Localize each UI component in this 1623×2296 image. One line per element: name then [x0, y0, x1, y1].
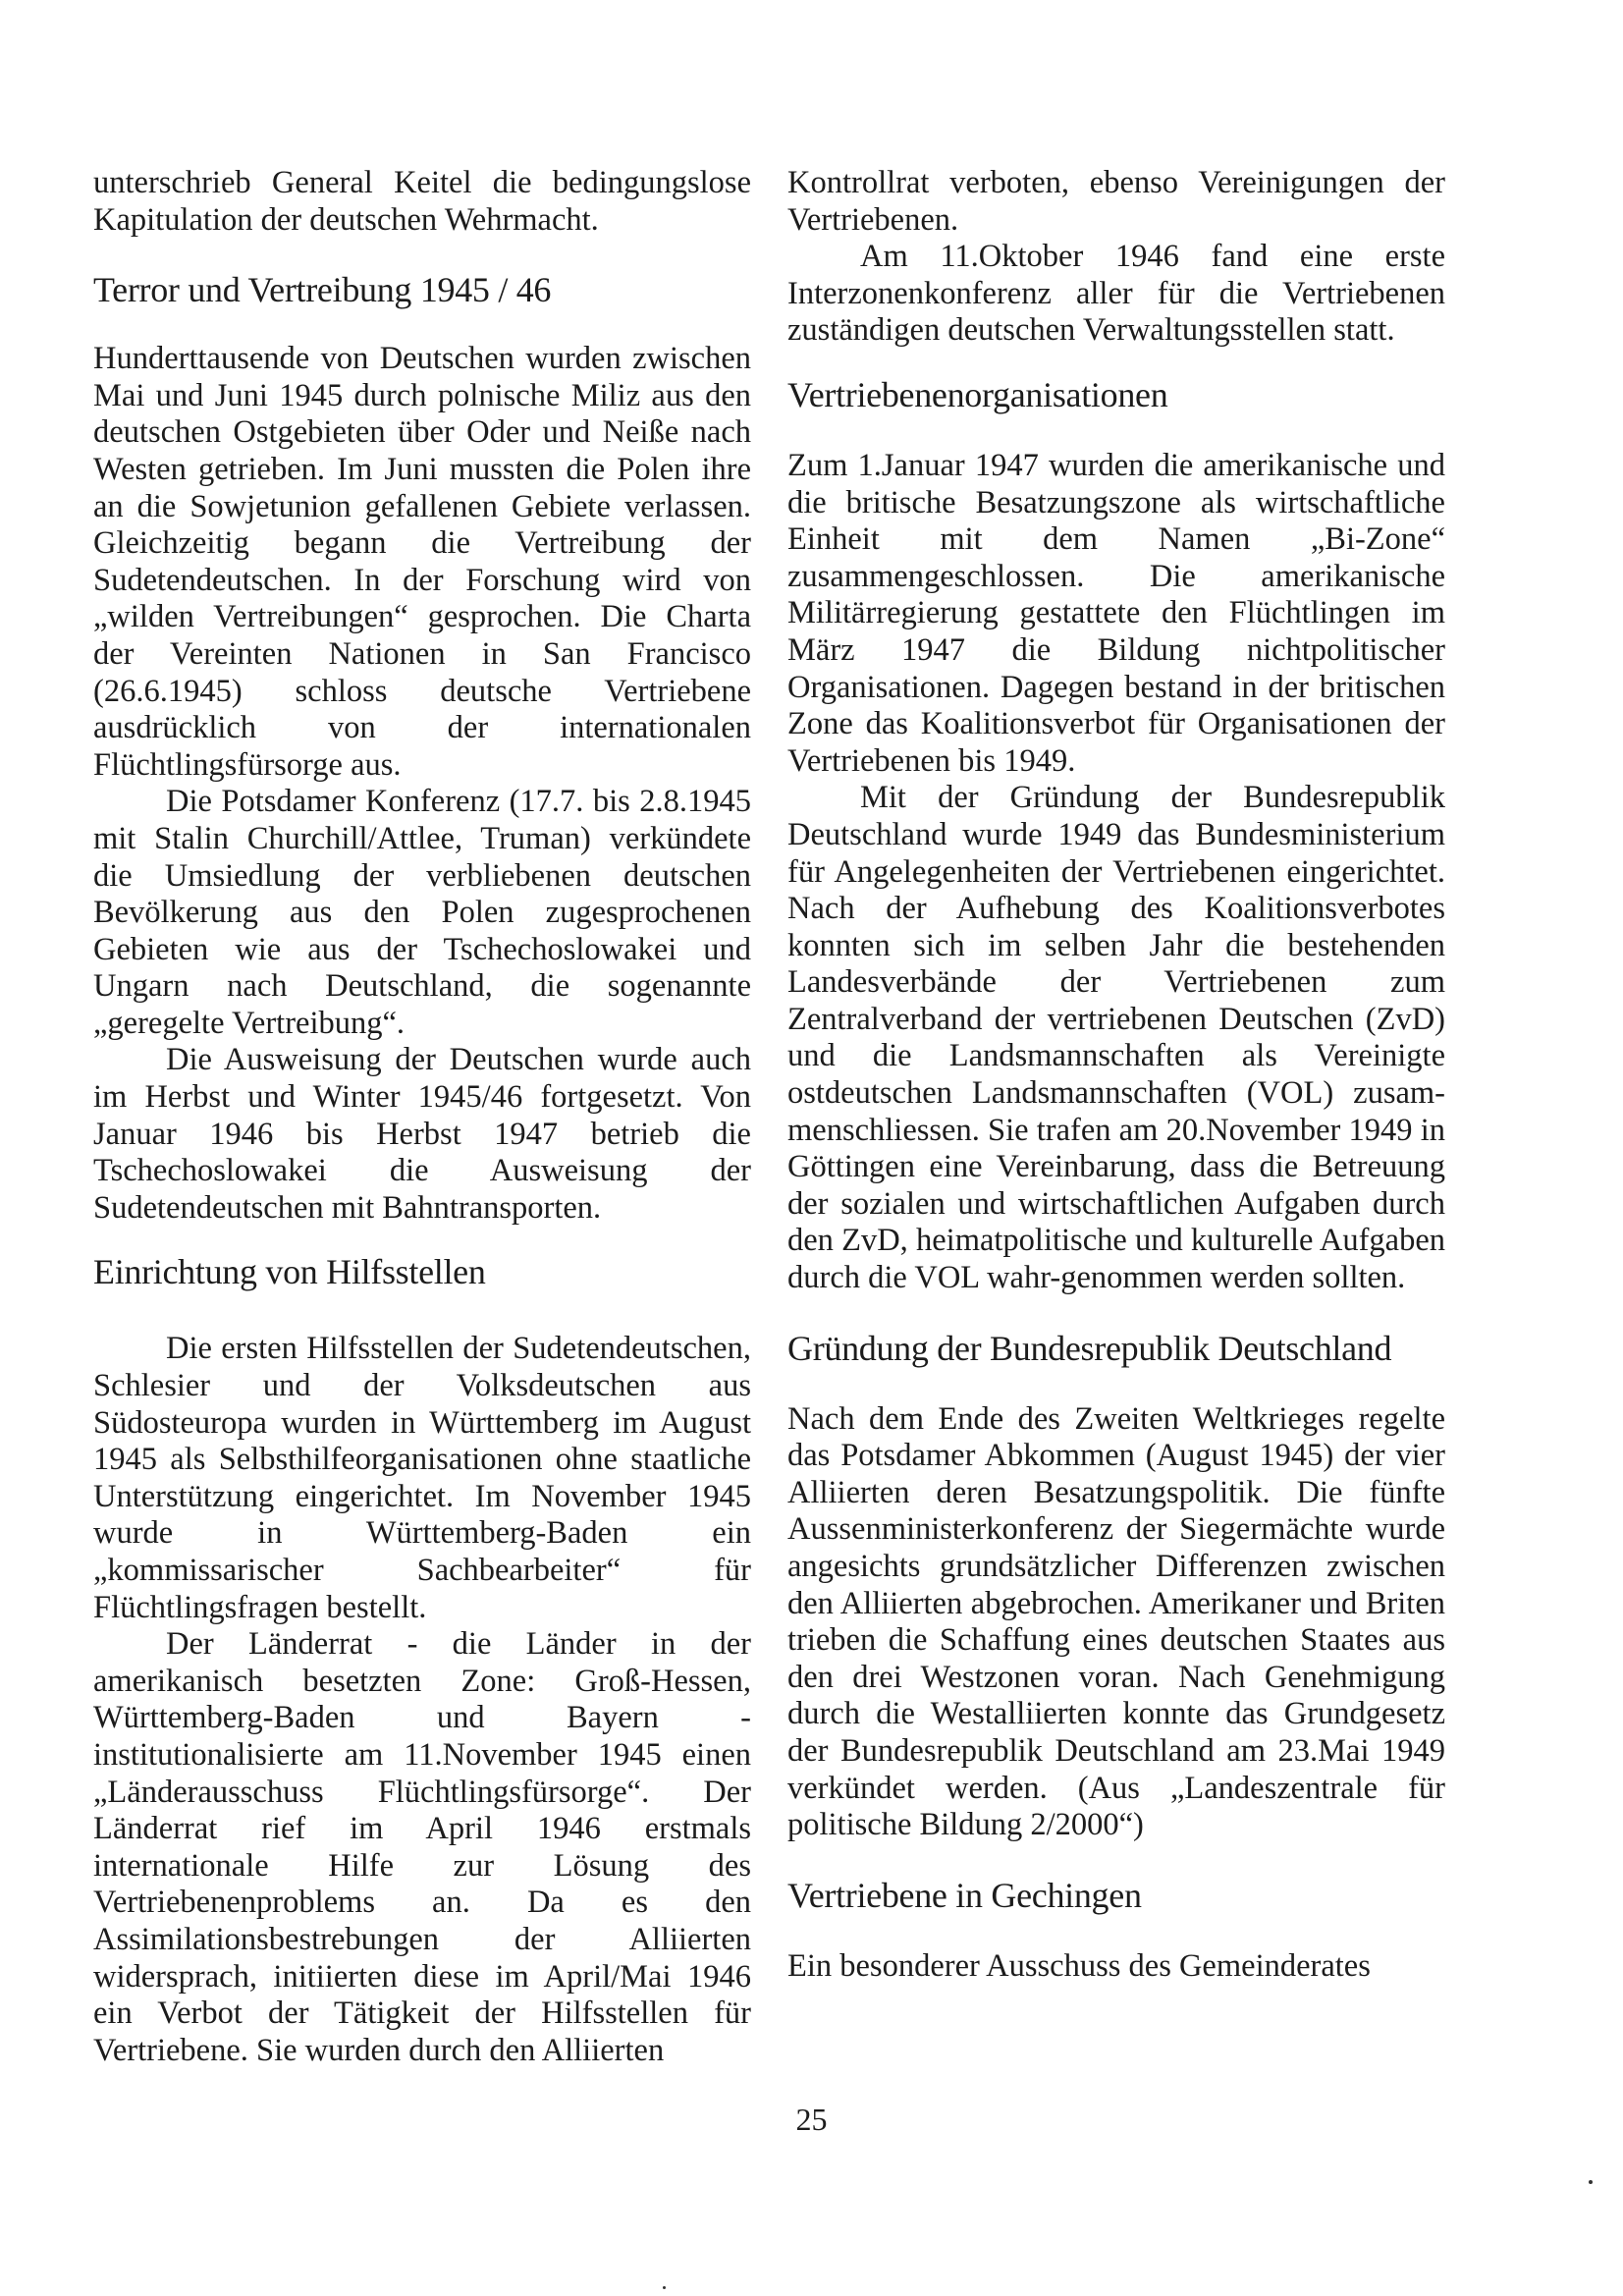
- right-column: [787, 165, 1445, 1985]
- paragraph-interzonenkonferenz: Am 11.Oktober 1946 fand eine erste Interzonenkonferenz aller für die Vertriebenen zuständigen deutschen Verwaltungsstellen statt.: [787, 239, 1445, 349]
- heading-einrichtung-von-hilfsstellen: Einrichtung von Hilfsstellen: [93, 1252, 486, 1292]
- paragraph-hilfsstellen-2: Der Länderrat - die Länder in der amerikanisch besetzten Zone: Groß-Hessen, Württemberg-Baden und Bayern - institutionalisierte am 11.November 1945 einen „Länderausschuss Flüchtlingsfürsorge“. Der Länderrat rief im April 1946 erstmals internationale Hilfe zur Lösung des Vertriebenenproblems an. Da es den Assimilationsbestrebungen der Alliierten widersprach, initiierten diese im April/Mai 1946 ein Verbot der Tätigkeit der Hilfsstellen für Vertriebene. Sie wurden durch den Alliierten: [93, 1626, 751, 2068]
- paragraph-organisationen-2: Mit der Gründung der Bundesrepublik Deutschland wurde 1949 das Bundesministerium für Angelegenheiten der Vertriebenen eingerichtet. Nach der Aufhebung des Koalitionsverbotes konnten sich im selben Jahr die bestehenden Landesverbände der Vertriebenen zum Zentralverband der vertriebenen Deutschen (ZvD) und die Landsmannschaften als Vereinigte ostdeutschen Landsmannschaften (VOL) zusam-menschliessen. Sie trafen am 20.November 1949 in Göttingen eine Vereinbarung, dass die Betreuung der sozialen und wirtschaftlichen Aufgaben durch den ZvD, heimatpolitische und kulturelle Aufgaben durch die VOL wahr-genommen werden sollten.: [787, 780, 1445, 1296]
- paragraph-terror-1: Hunderttausende von Deutschen wurden zwischen Mai und Juni 1945 durch polnische Miliz aus den deutschen Ostgebieten über Oder und Neiße nach Westen getrieben. Im Juni mussten die Polen ihre an die Sowjetunion gefallenen Gebiete verlassen. Gleichzeitig begann die Vertreibung der Sudetendeutschen. In der Forschung wird von „wilden Vertreibungen“ gesprochen. Die Charta der Vereinten Nationen in San Francisco (26.6.1945) schloss deutsche Vertriebene ausdrücklich von der internationalen Flüchtlingsfürsorge aus.: [93, 341, 751, 783]
- paragraph-organisationen-1: Zum 1.Januar 1947 wurden die amerikanische und die britische Besatzungszone als wirtschaftliche Einheit mit dem Namen „Bi-Zone“ zusammengeschlossen. Die amerikanische Militärregierung gestattete den Flüchtlingen im März 1947 die Bildung nichtpolitischer Organisationen. Dagegen bestand in der britischen Zone das Koalitionsverbot für Organisationen der Vertriebenen bis 1949.: [787, 447, 1445, 779]
- scan-speck: [1589, 2180, 1593, 2184]
- scan-speck: [663, 2286, 666, 2289]
- paragraph-gechingen-1: Ein besonderer Ausschuss des Gemeinderates: [787, 1947, 1371, 1984]
- left-column: [93, 165, 751, 2069]
- page-number: 25: [795, 2102, 828, 2137]
- paragraph-terror-2: Die Potsdamer Konferenz (17.7. bis 2.8.1945 mit Stalin Churchill/Attlee, Truman) verkündete die Umsiedlung der verbliebenen deutschen Bevölkerung aus den Polen zugesprochenen Gebieten wie aus der Tschechoslowakei und Ungarn nach Deutschland, die sogenannte „geregelte Vertreibung“.: [93, 784, 751, 1041]
- heading-vertriebenenorganisationen: Vertriebenenorganisationen: [787, 374, 1168, 414]
- paragraph-kontrollrat: Kontrollrat verboten, ebenso Vereinigungen der Vertriebenen.: [787, 165, 1445, 238]
- heading-vertriebene-in-gechingen: Vertriebene in Gechingen: [787, 1875, 1142, 1915]
- paragraph-gruendung-1: Nach dem Ende des Zweiten Weltkrieges regelte das Potsdamer Abkommen (August 1945) der vier Alliierten deren Besatzungspolitik. Die fünfte Aussenministerkonferenz der Siegermächte wurde angesichts grundsätzlicher Differenzen zwischen den Alliierten abgebrochen. Amerikaner und Briten trieben die Schaffung eines deutschen Staates aus den drei Westzonen voran. Nach Genehmigung durch die Westalliierten konnte das Grundgesetz der Bundesrepublik Deutschland am 23.Mai 1949 verkündet werden. (Aus „Landeszentrale für politische Bildung 2/2000“): [787, 1400, 1445, 1843]
- paragraph-hilfsstellen-1: Die ersten Hilfsstellen der Sudetendeutschen, Schlesier und der Volksdeutschen aus Südosteuropa wurden in Württemberg im August 1945 als Selbsthilfeorganisationen ohne staatliche Unterstützung eingerichtet. Im November 1945 wurde in Württemberg-Baden ein „kommissarischer Sachbearbeiter“ für Flüchtlingsfragen bestellt.: [93, 1331, 751, 1625]
- intro-paragraph: unterschrieb General Keitel die bedingungslose Kapitulation der deutschen Wehrmacht.: [93, 165, 751, 238]
- heading-terror-und-vertreibung: Terror und Vertreibung 1945 / 46: [93, 270, 552, 310]
- paragraph-terror-3: Die Ausweisung der Deutschen wurde auch im Herbst und Winter 1945/46 fortgesetzt. Von Januar 1946 bis Herbst 1947 betrieb die Tschechoslowakei die Ausweisung der Sudetendeutschen mit Bahntransporten.: [93, 1042, 751, 1226]
- heading-gruendung-bundesrepublik: Gründung der Bundesrepublik Deutschland: [787, 1328, 1392, 1368]
